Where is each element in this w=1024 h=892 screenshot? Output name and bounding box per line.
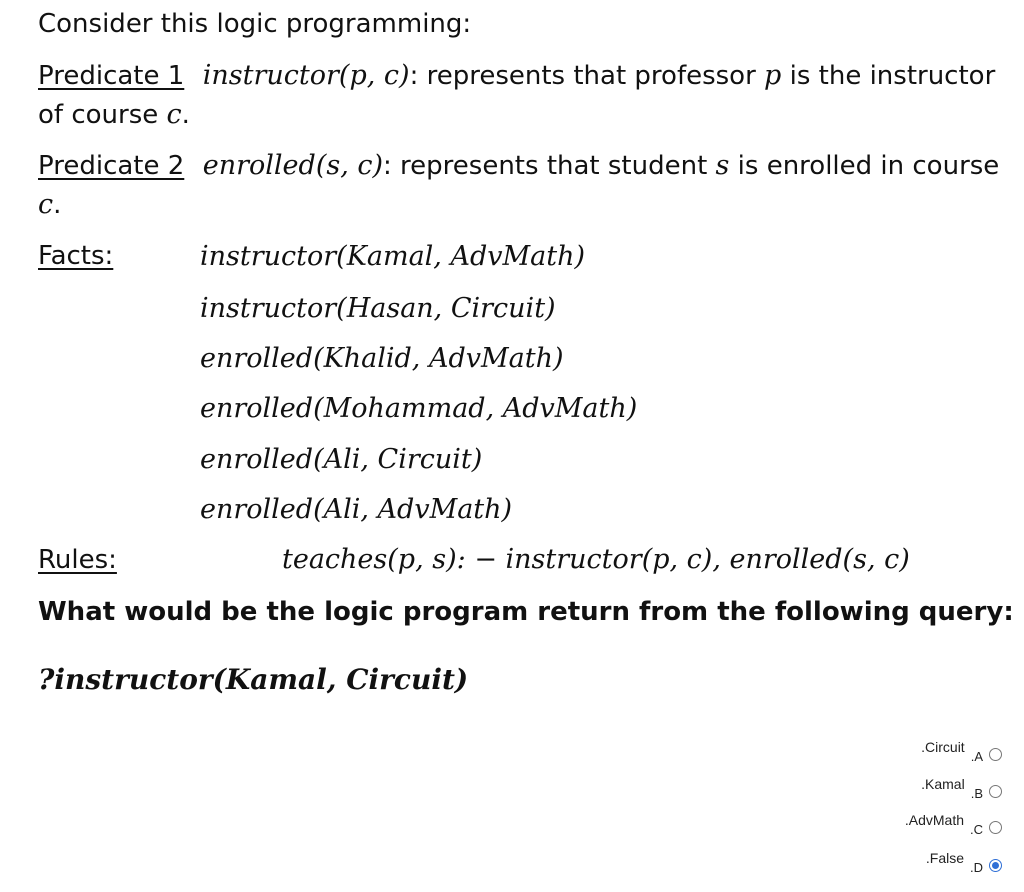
option-c-text: .AdvMath [904,812,964,828]
option-d[interactable] [926,850,1002,874]
option-c-radio[interactable] [989,821,1002,834]
predicate-1-var-c: c [166,99,182,130]
option-a-radio[interactable] [989,748,1002,761]
option-b-letter: .B [970,786,983,801]
option-c-letter: .C [970,822,983,837]
predicate-2-line-2 [38,191,61,218]
predicate-2-var-c: c [38,189,54,220]
page-heading: Consider this logic programming: [38,9,472,39]
fact-item: instructor(Hasan, Circuit) [200,293,556,324]
option-a-letter: .A [970,749,983,764]
fact-item: instructor(Kamal, AdvMath) [200,241,586,272]
predicate-1-desc-a: : represents that professor [409,61,765,91]
predicate-2-desc-b: is enrolled in course [729,151,1000,181]
facts-label: Facts: [38,241,114,271]
predicate-1-var-p: p [764,60,782,91]
predicate-1-label: Predicate 1 [38,61,185,91]
option-a[interactable] [921,739,1002,763]
predicate-2-period: . [53,190,62,220]
option-b-radio[interactable] [989,785,1002,798]
option-c[interactable] [905,812,1002,836]
predicate-2-desc-a: : represents that student [383,151,716,181]
rules-label: Rules: [38,545,117,575]
option-a-text: .Circuit [921,739,965,755]
predicate-1-desc-b: is the instructor [781,61,996,91]
question-text: What would be the logic program return from the following query: [38,597,1014,627]
fact-item: enrolled(Khalid, AdvMath) [200,343,564,374]
predicate-2-var-s: s [715,150,730,181]
option-b[interactable] [921,776,1002,800]
predicate-1-line [38,62,995,89]
predicate-1-course-text: of course [38,100,167,130]
option-b-text: .Kamal [921,776,965,792]
option-d-text: .False [925,850,964,866]
option-d-letter: .D [970,860,983,875]
query-text: ?instructor(Kamal, Circuit) [38,663,469,696]
fact-item: enrolled(Ali, AdvMath) [200,494,513,525]
option-d-radio[interactable] [989,859,1002,872]
fact-item: enrolled(Mohammad, AdvMath) [200,393,638,424]
predicate-1-formula: instructor(p, c) [202,60,410,91]
predicate-1-period: . [181,100,190,130]
predicate-2-line [38,152,999,179]
predicate-2-label: Predicate 2 [38,151,185,181]
predicate-1-line-2 [38,101,190,128]
predicate-2-formula: enrolled(s, c) [202,150,384,181]
rule-formula: teaches(p, s): − instructor(p, c), enrolled(s, c) [282,544,910,575]
fact-item: enrolled(Ali, Circuit) [200,444,483,475]
